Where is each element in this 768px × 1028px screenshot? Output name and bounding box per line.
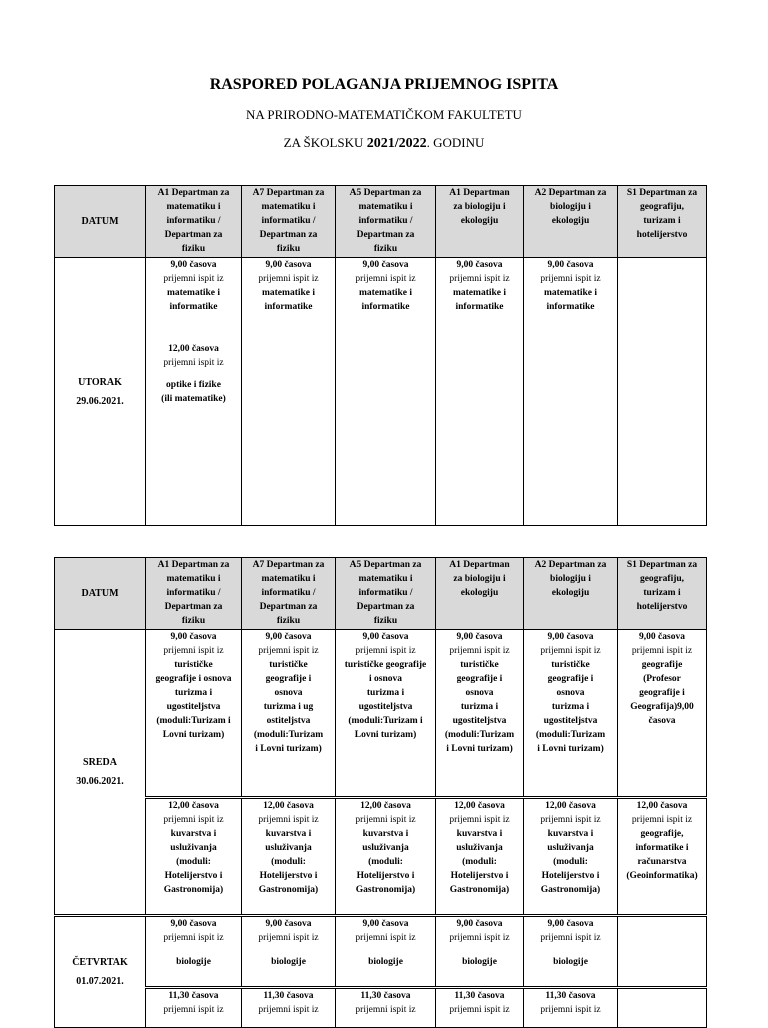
- exam-cell: 9,00 časova prijemni ispit iz turističke geografije i osnova turizma i ugostiteljstva (moduli:Turizam i Lovni turizam): [336, 630, 436, 798]
- date-cell: UTORAK 29.06.2021.: [55, 258, 146, 526]
- date-cell: SREDA 30.06.2021.: [55, 630, 146, 916]
- exam-cell: 11,30 časova prijemni ispit iz: [524, 988, 618, 1028]
- exam-cell: 12,00 časova prijemni ispit iz kuvarstva i usluživanja (moduli: Hotelijerstvo i Gastronomija): [146, 798, 242, 916]
- document-title: RASPORED POLAGANJA PRIJEMNOG ISPITA: [209, 76, 559, 93]
- exam-cell: 12,00 časova prijemni ispit iz kuvarstva i usluživanja (moduli: Hotelijerstvo i Gastronomija): [436, 798, 524, 916]
- column-header: A2 Departman za biologiju i ekologiju: [524, 558, 618, 630]
- exam-cell: 9,00 časova prijemni ispit iz biologije: [336, 916, 436, 988]
- exam-cell: 9,00 časova prijemni ispit iz biologije: [436, 916, 524, 988]
- datum-header: DATUM: [55, 186, 146, 258]
- document-subtitle-year: [0, 135, 768, 152]
- table-row: [55, 916, 707, 988]
- exam-cell: 9,00 časova prijemni ispit iz matematike i informatike: [336, 258, 436, 526]
- document-subtitle-faculty: NA PRIRODNO-MATEMATIČKOM FAKULTETU: [246, 107, 522, 122]
- subtitle-year: 2021/2022: [366, 136, 427, 151]
- column-header: S1 Departman za geografiju, turizam i hotelijerstvo: [618, 558, 707, 630]
- exam-cell: 9,00 časova prijemni ispit iz turističke geografije i osnova turizma i ugostiteljstva (moduli:Turizam i Lovni turizam): [146, 630, 242, 798]
- schedule-table-sreda-cetvrtak: [54, 557, 707, 1028]
- column-header: A5 Departman za matematiku i informatiku / Departman za fiziku: [336, 186, 436, 258]
- exam-cell: 9,00 časova prijemni ispit iz matematike i informatike: [242, 258, 336, 526]
- exam-cell: 12,00 časova prijemni ispit iz kuvarstva i usluživanja (moduli: Hotelijerstvo i Gastronomija): [242, 798, 336, 916]
- column-header: A2 Departman za biologiju i ekologiju: [524, 186, 618, 258]
- exam-cell: 9,00 časova prijemni ispit iz matematike i informatike: [436, 258, 524, 526]
- exam-cell: 11,30 časova prijemni ispit iz: [146, 988, 242, 1028]
- column-header: A1 Departman za matematiku i informatiku / Departman za fiziku: [146, 186, 242, 258]
- exam-cell: 9,00 časova prijemni ispit iz turističke geografije i osnova turizma i ugostiteljstva (moduli:Turizam i Lovni turizam): [436, 630, 524, 798]
- header-row: [55, 558, 707, 630]
- exam-cell: 11,30 časova prijemni ispit iz: [336, 988, 436, 1028]
- empty-cell: [618, 258, 707, 526]
- date-cell: ČETVRTAK 01.07.2021.: [55, 916, 146, 1028]
- exam-cell: 9,00 časova prijemni ispit iz biologije: [146, 916, 242, 988]
- exam-cell: 11,30 časova prijemni ispit iz: [242, 988, 336, 1028]
- column-header: A7 Departman za matematiku i informatiku / Departman za fiziku: [242, 558, 336, 630]
- exam-cell: 9,00 časova prijemni ispit iz geografije (Profesor geografije i Geografija)9,00 časova: [618, 630, 707, 798]
- exam-cell: 11,30 časova prijemni ispit iz: [436, 988, 524, 1028]
- exam-cell: 9,00 časova prijemni ispit iz turističke geografije i osnova turizma i ug ostiteljstva (moduli:Turizam i Lovni turizam): [242, 630, 336, 798]
- subtitle-prefix: ZA ŠKOLSKU: [283, 135, 367, 150]
- exam-cell: 9,00 časova prijemni ispit iz matematike i informatike 12,00 časova prijemni ispit iz optike i fizike (ili matematike): [146, 258, 242, 526]
- schedule-table-utorak: [54, 185, 707, 526]
- exam-cell: 12,00 časova prijemni ispit iz kuvarstva i usluživanja (moduli: Hotelijerstvo i Gastronomija): [524, 798, 618, 916]
- column-header: S1 Departman za geografiju, turizam i hotelijerstvo: [618, 186, 707, 258]
- table-row: [55, 988, 707, 1028]
- exam-cell: 12,00 časova prijemni ispit iz kuvarstva i usluživanja (moduli: Hotelijerstvo i Gastronomija): [336, 798, 436, 916]
- column-header: A1 Departman za matematiku i informatiku / Departman za fiziku: [146, 558, 242, 630]
- exam-cell: 12,00 časova prijemni ispit iz geografije, informatike i računarstva (Geoinformatika): [618, 798, 707, 916]
- subtitle-suffix: . GODINU: [426, 135, 485, 150]
- table-row: [55, 798, 707, 916]
- table-row: [55, 258, 707, 526]
- exam-cell: 9,00 časova prijemni ispit iz biologije: [242, 916, 336, 988]
- column-header: A5 Departman za matematiku i informatiku / Departman za fiziku: [336, 558, 436, 630]
- empty-cell: [618, 916, 707, 988]
- column-header: A1 Departman za biologiju i ekologiju: [436, 558, 524, 630]
- table-row: [55, 630, 707, 798]
- datum-header: DATUM: [55, 558, 146, 630]
- empty-cell: [618, 988, 707, 1028]
- column-header: A7 Departman za matematiku i informatiku / Departman za fiziku: [242, 186, 336, 258]
- exam-cell: 9,00 časova prijemni ispit iz biologije: [524, 916, 618, 988]
- exam-cell: 9,00 časova prijemni ispit iz turističke geografije i osnova turizma i ugostiteljstva (moduli:Turizam i Lovni turizam): [524, 630, 618, 798]
- exam-cell: 9,00 časova prijemni ispit iz matematike i informatike: [524, 258, 618, 526]
- column-header: A1 Departman za biologiju i ekologiju: [436, 186, 524, 258]
- header-row: [55, 186, 707, 258]
